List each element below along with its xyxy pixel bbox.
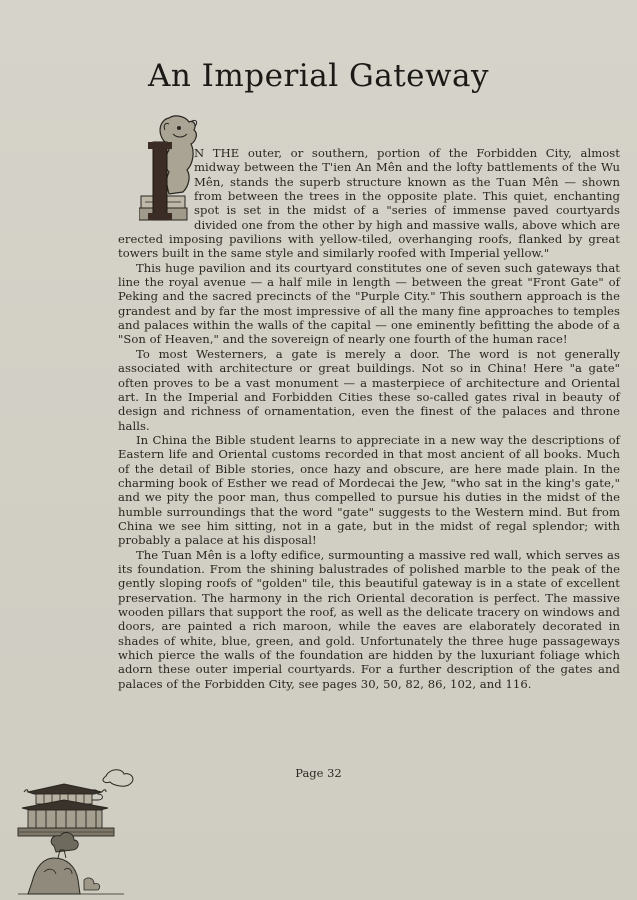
pagoda-gate-vignette-icon [14,762,144,900]
paragraph: The Tuan Mên is a lofty edifice, surmounting a massive red wall, which serves as its foundation. From the shining balustrades of polished marble to the peak of the gently sloping roofs of "golden" tile, this beautiful gateway is in a state of excellent preservation. The harmony in the rich Oriental decoration is perfect. The massive wooden pillars that support the roof, as well as the delicate tracery on windows and doors, are painted a rich maroon, while the eaves are elaborately decorated in shades of white, blue, green, and gold. Unfortunately the three huge passageways which pierce the walls of the foundation are hidden by the luxuriant foliage which adorn these outer imperial courtyards. For a further description of the gates and palaces of the Forbidden City, see pages 30, 50, 82, 86, 102, and 116. [118,547,620,691]
page-title: An Imperial Gateway [147,58,490,94]
page-number: Page 32 [295,766,342,780]
paragraph: To most Westerners, a gate is merely a door. The word is not generally associated with architecture or great buildings. Not so in China! Here "a gate" often proves to be a vast monument — a masterpiece of architecture and Oriental art. In the Imperial and Forbidden Cities these so-called gates rival in beauty of design and richness of ornamentation, even the finest of the palaces and throne halls. [118,346,620,433]
dropcap-letter: I [159,188,161,189]
paragraph-text: N THE outer, or southern, portion of the Forbidden City, almost midway between the T'ien An Mên and the lofty battlements of the Wu Mên, stands the superb structure known as the Tuan Mên — shown from between the trees in the opposite plate. This quiet, enchanting spot is set in the midst of a "series of immense paved courtyards divided one from the other by high and massive walls, above which are erected imposing pavilions with yellow-tiled, overhanging roofs, flanked by great towers built in the same style and similarly roofed with Imperial yellow." [118,146,620,261]
paragraph: In China the Bible student learns to appreciate in a new way the descriptions of Eastern life and Oriental customs recorded in that most ancient of all books. Much of the detail of Bible stories, once hazy and obscure, are here made plain. In the charming book of Esther we read of Mordecai the Jew, "who sat in the king's gate," and we pity the poor man, thus compelled to pursue his duties in the midst of the humble surroundings that the word "gate" suggests to the Western mind. But from China we see him sitting, not in a gate, but in the midst of regal splendor; with probably a palace at his disposal! [118,432,620,548]
article-body [118,146,620,691]
paragraph: This huge pavilion and its courtyard constitutes one of seven such gateways that line the royal avenue — a half mile in length — between the great "Front Gate" of Peking and the sacred precincts of the "Purple City." This southern approach is the grandest and by far the most impressive of all the many fine approaches to temples and palaces within the walls of the capital — one eminently befitting the abode of a "Son of Heaven," and the sovereign of nearly one fourth of the human race! [118,260,620,347]
paragraph [118,146,620,261]
